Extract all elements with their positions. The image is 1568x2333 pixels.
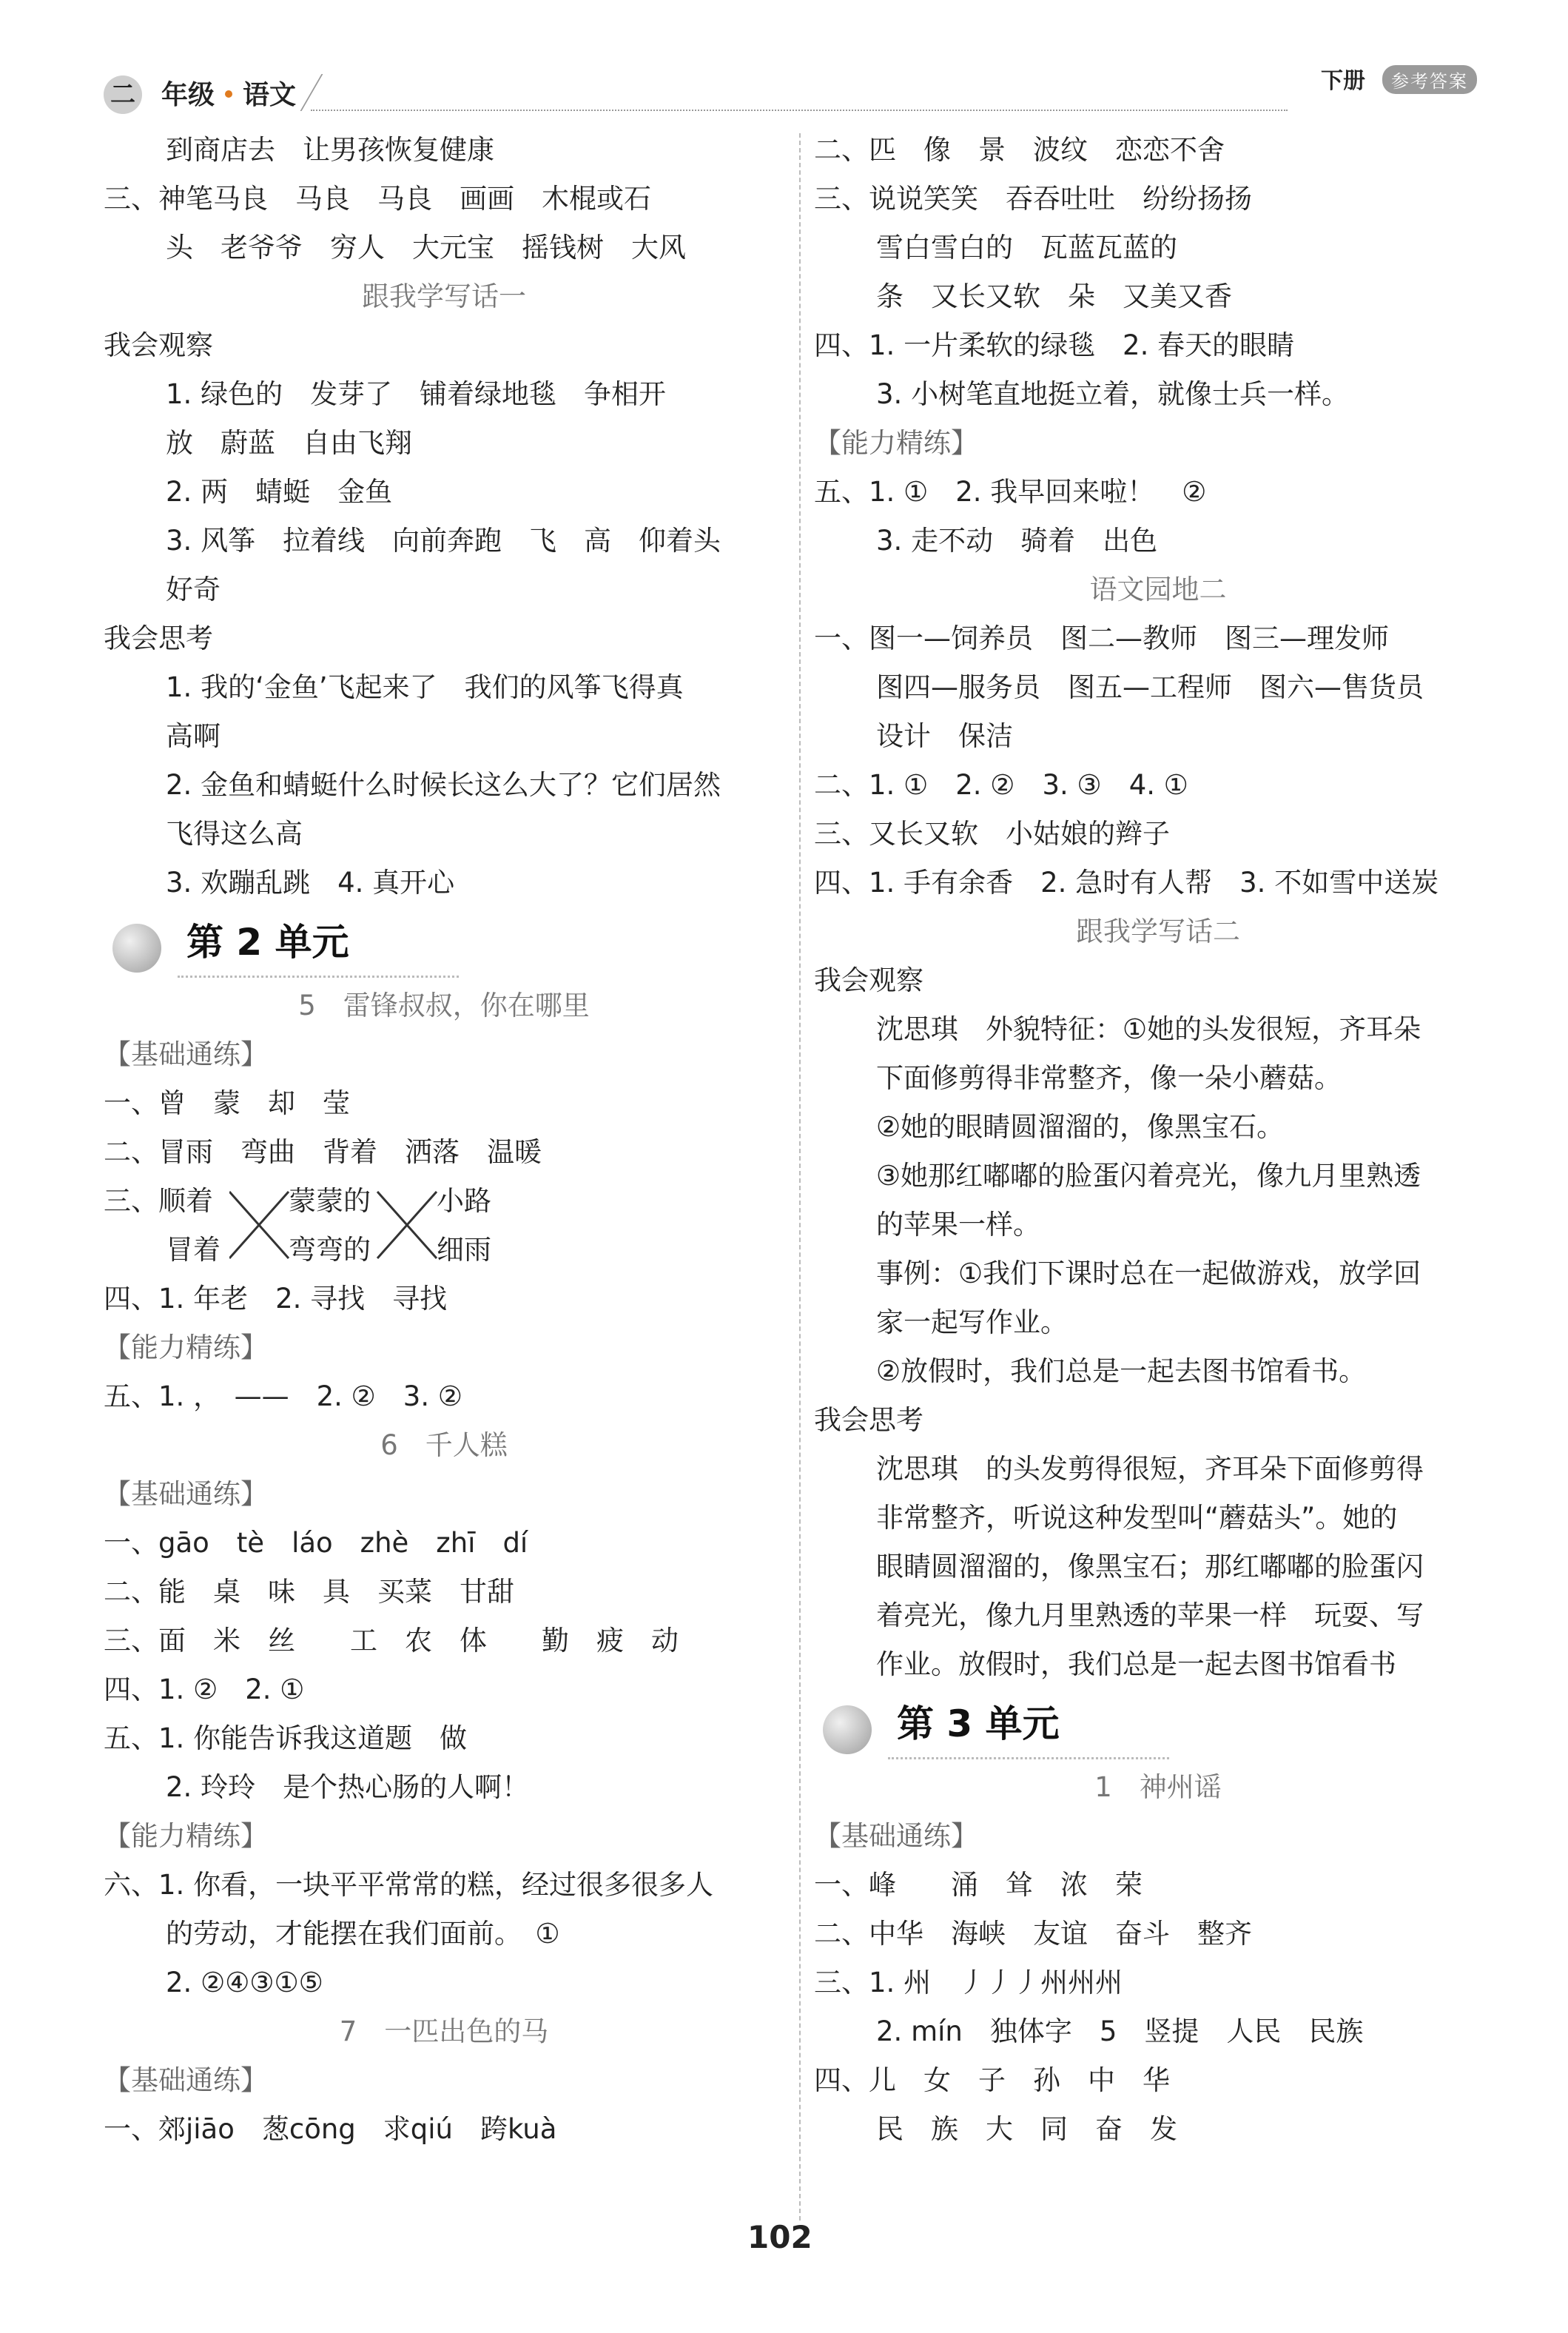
answer-line: 事例：①我们下课时总在一起做游戏，放学回 bbox=[876, 1258, 1421, 1289]
answer-line: 三、1. 州 丿丿丿州州州 bbox=[814, 1967, 1123, 1998]
answer-line: 眼睛圆溜溜的，像黑宝石；那红嘟嘟的脸蛋闪 bbox=[876, 1551, 1424, 1582]
grade-text: 年级 bbox=[161, 80, 215, 110]
match-lines bbox=[229, 1184, 451, 1266]
answer-line: 一、峰 涌 耸 浓 荣 bbox=[814, 1869, 1143, 1901]
answer-line: 3. 走不动 骑着 出色 bbox=[876, 525, 1158, 557]
answer-line: 的劳动，才能摆在我们面前。 ① bbox=[166, 1918, 560, 1950]
answer-line: 沈思琪 的头发剪得很短，齐耳朵下面修剪得 bbox=[876, 1453, 1424, 1485]
answer-line: 三、神笔马良 马良 马良 画画 木棍或石 bbox=[104, 183, 651, 215]
section-tag: 【基础通练】 bbox=[814, 1820, 978, 1852]
unit-underline bbox=[178, 976, 459, 978]
section-tag: 【能力精练】 bbox=[814, 427, 978, 459]
unit-heading bbox=[104, 913, 784, 981]
answer-line: 着亮光，像九月里熟透的苹果一样 玩耍、写 bbox=[876, 1599, 1424, 1631]
lesson-title: 6 千人糕 bbox=[380, 1429, 508, 1461]
answer-line: 2. 玲玲 是个热心肠的人啊！ bbox=[166, 1771, 530, 1803]
lesson-title: 5 雷锋叔叔，你在哪里 bbox=[298, 990, 590, 1021]
answer-line: 1. 我的‘金鱼’飞起来了 我们的风筝飞得真 bbox=[166, 671, 684, 703]
answer-line: 一、gāo tè láo zhè zhī dí bbox=[104, 1527, 528, 1559]
unit-ball-icon bbox=[112, 924, 161, 973]
page-header bbox=[0, 0, 1568, 118]
separator-dot-icon bbox=[225, 90, 232, 98]
section-tag: 【能力精练】 bbox=[104, 1332, 268, 1363]
header-slash bbox=[300, 74, 323, 111]
match-item: 细雨 bbox=[437, 1234, 491, 1266]
answer-line: 四、1. 手有余香 2. 急时有人帮 3. 不如雪中送炭 bbox=[814, 867, 1439, 899]
answer-line: 三、说说笑笑 吞吞吐吐 纷纷扬扬 bbox=[814, 183, 1252, 215]
answer-line: 三、又长又软 小姑娘的辫子 bbox=[814, 818, 1170, 850]
left-column bbox=[104, 126, 784, 2154]
match-item: 弯弯的 bbox=[289, 1234, 371, 1266]
answer-line: 二、能 桌 味 具 买菜 甘甜 bbox=[104, 1576, 514, 1608]
answer-line: 我会观察 bbox=[104, 329, 213, 361]
answer-line: 设计 保洁 bbox=[876, 720, 1013, 752]
answer-line: 高啊 bbox=[166, 720, 221, 752]
answer-line: 2. mín 独体字 5 竖提 人民 民族 bbox=[876, 2015, 1364, 2047]
answer-line: 五、1. ， —— 2. ② 3. ② bbox=[104, 1380, 463, 1412]
answer-line: 我会思考 bbox=[814, 1404, 923, 1436]
subject-text: 语文 bbox=[243, 80, 297, 110]
grade-number-badge: 二 bbox=[104, 75, 142, 114]
answer-line: 3. 小树笔直地挺立着，就像士兵一样。 bbox=[876, 378, 1350, 410]
answer-line: 民 族 大 同 奋 发 bbox=[876, 2113, 1177, 2145]
answer-line: 家一起写作业。 bbox=[876, 1306, 1068, 1338]
volume-label: 下册 bbox=[1321, 68, 1365, 94]
answer-line: 四、1. 一片柔软的绿毯 2. 春天的眼睛 bbox=[814, 329, 1295, 361]
section-title: 语文园地二 bbox=[1089, 574, 1227, 605]
answer-line: 雪白雪白的 瓦蓝瓦蓝的 bbox=[876, 232, 1177, 263]
answer-line: 飞得这么高 bbox=[166, 818, 303, 850]
unit-heading bbox=[814, 1695, 1502, 1763]
unit-underline bbox=[888, 1757, 1169, 1759]
answer-line: 二、冒雨 弯曲 背着 洒落 温暖 bbox=[104, 1136, 542, 1168]
answer-line: ②放假时，我们总是一起去图书馆看书。 bbox=[876, 1355, 1367, 1387]
answer-line: 沈思琪 外貌特征：①她的头发很短，齐耳朵 bbox=[876, 1013, 1421, 1045]
match-item: 三、顺着 bbox=[104, 1185, 213, 1217]
answer-line: 我会观察 bbox=[814, 964, 923, 996]
answer-line: 六、1. 你看，一块平平常常的糕，经过很多很多人 bbox=[104, 1869, 714, 1901]
page-number: 102 bbox=[747, 2219, 812, 2255]
answer-badge: 参考答案 bbox=[1382, 65, 1477, 94]
match-item: 蒙蒙的 bbox=[289, 1185, 371, 1217]
answer-line: 二、1. ① 2. ② 3. ③ 4. ① bbox=[814, 769, 1188, 801]
answer-line: 2. 金鱼和蜻蜓什么时候长这么大了？它们居然 bbox=[166, 769, 721, 801]
answer-line: 2. ②④③①⑤ bbox=[166, 1967, 323, 1998]
answer-line: ②她的眼睛圆溜溜的，像黑宝石。 bbox=[876, 1111, 1285, 1143]
answer-line: 3. 欢蹦乱跳 4. 真开心 bbox=[166, 867, 455, 899]
answer-line: 图四—服务员 图五—工程师 图六—售货员 bbox=[876, 671, 1424, 703]
answer-line: 我会思考 bbox=[104, 622, 213, 654]
right-column bbox=[814, 126, 1502, 2154]
answer-line: 四、1. 年老 2. 寻找 寻找 bbox=[104, 1283, 448, 1315]
answer-line: 一、图一—饲养员 图二—教师 图三—理发师 bbox=[814, 622, 1389, 654]
answer-line: 非常整齐，听说这种发型叫“蘑菇头”。她的 bbox=[876, 1502, 1398, 1534]
match-item: 冒着 bbox=[166, 1234, 221, 1266]
answer-line: 1. 绿色的 发芽了 铺着绿地毯 争相开 bbox=[166, 378, 667, 410]
column-divider bbox=[799, 133, 801, 2220]
answer-line: 放 蔚蓝 自由飞翔 bbox=[166, 427, 412, 459]
section-tag: 【基础通练】 bbox=[104, 1038, 268, 1070]
match-item: 小路 bbox=[437, 1185, 491, 1217]
grade-subject-label bbox=[161, 74, 296, 112]
section-title: 跟我学写话二 bbox=[1076, 916, 1240, 947]
matching-exercise bbox=[104, 1177, 784, 1275]
answer-line: 三、面 米 丝 工 农 体 勤 疲 动 bbox=[104, 1625, 679, 1656]
answer-line: 二、中华 海峡 友谊 奋斗 整齐 bbox=[814, 1918, 1252, 1950]
unit-title: 第 2 单元 bbox=[186, 921, 349, 964]
lesson-title: 7 一匹出色的马 bbox=[339, 2015, 549, 2047]
answer-line: 3. 风筝 拉着线 向前奔跑 飞 高 仰着头 bbox=[166, 525, 721, 557]
answer-line: 二、匹 像 景 波纹 恋恋不舍 bbox=[814, 134, 1225, 166]
lesson-title: 1 神州谣 bbox=[1094, 1771, 1222, 1803]
header-rule bbox=[311, 110, 1288, 111]
answer-line: ③她那红嘟嘟的脸蛋闪着亮光，像九月里熟透 bbox=[876, 1160, 1421, 1192]
answer-line: 到商店去 让男孩恢复健康 bbox=[166, 134, 494, 166]
answer-line: 一、曾 蒙 却 莹 bbox=[104, 1087, 350, 1119]
answer-line: 五、1. ① 2. 我早回来啦！ ② bbox=[814, 476, 1207, 508]
answer-line: 作业。放假时，我们总是一起去图书馆看书 bbox=[876, 1648, 1396, 1680]
answer-line: 五、1. 你能告诉我这道题 做 bbox=[104, 1722, 468, 1754]
section-tag: 【基础通练】 bbox=[104, 1478, 268, 1510]
answer-line: 四、儿 女 子 孙 中 华 bbox=[814, 2064, 1170, 2096]
section-tag: 【基础通练】 bbox=[104, 2064, 268, 2096]
answer-line: 条 又长又软 朵 又美又香 bbox=[876, 281, 1232, 312]
answer-line: 好奇 bbox=[166, 574, 221, 605]
answer-line: 的苹果一样。 bbox=[876, 1209, 1040, 1241]
section-title: 跟我学写话一 bbox=[362, 281, 526, 312]
answer-line: 一、郊jiāo 葱cōng 求qiú 跨kuà bbox=[104, 2113, 557, 2145]
answer-line: 头 老爷爷 穷人 大元宝 摇钱树 大风 bbox=[166, 232, 686, 263]
unit-ball-icon bbox=[823, 1705, 872, 1754]
unit-title: 第 3 单元 bbox=[897, 1702, 1060, 1745]
answer-line: 下面修剪得非常整齐，像一朵小蘑菇。 bbox=[876, 1062, 1342, 1094]
answer-line: 2. 两 蜻蜓 金鱼 bbox=[166, 476, 393, 508]
section-tag: 【能力精练】 bbox=[104, 1820, 268, 1852]
answer-line: 四、1. ② 2. ① bbox=[104, 1674, 305, 1705]
